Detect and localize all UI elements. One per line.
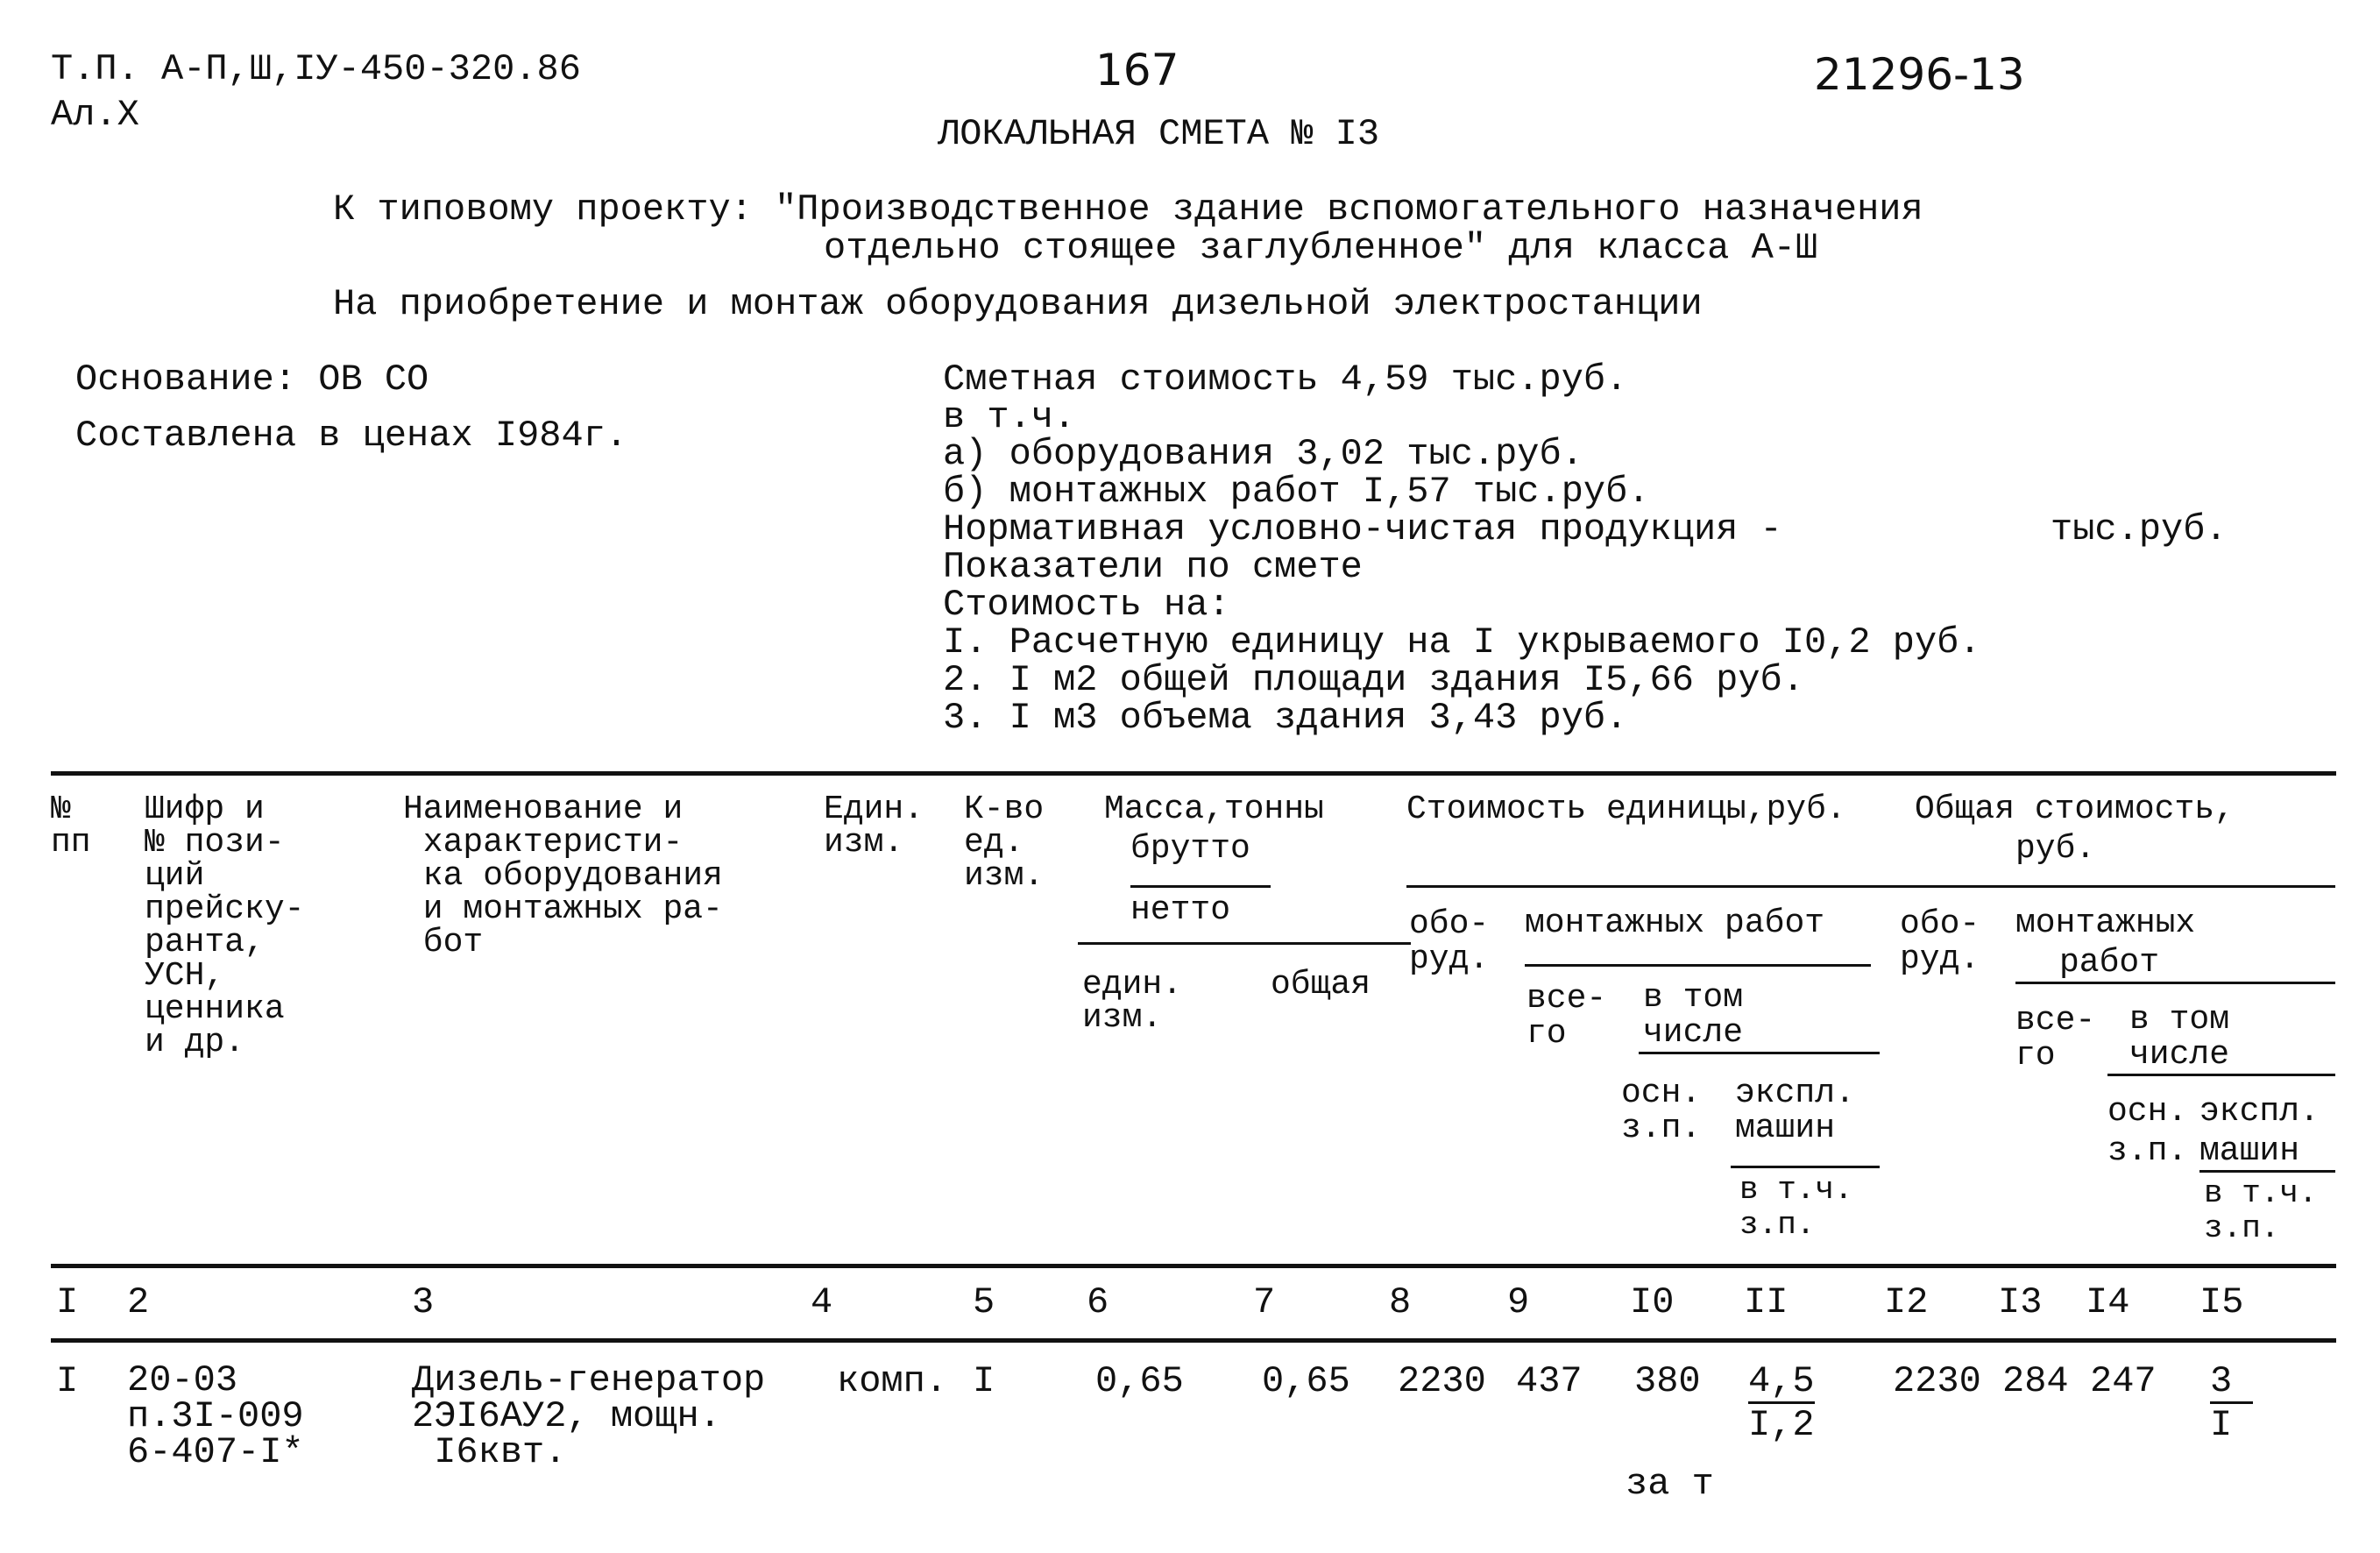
netto-rule [1078, 942, 1411, 945]
installation-cost: б) монтажных работ I,57 тыс.руб. [943, 471, 1650, 513]
col-header-incl: в том [1643, 979, 1744, 1017]
brutto-rule [1130, 885, 1271, 888]
column-number: 9 [1507, 1281, 1530, 1323]
document-number: 21296-13 [1814, 49, 2025, 100]
col-header-total-cost: Общая стоимость, [1915, 791, 2235, 828]
album-label: Ал.X [51, 94, 139, 136]
tp-code: Т.П. А-П,Ш,IУ-450-320.86 [51, 48, 581, 90]
equipment-cost: а) оборудования 3,02 тыс.руб. [943, 433, 1583, 475]
col-header-machines: экспл. машин [1735, 1074, 1855, 1147]
prices-label: Составлена в ценах I984г. [75, 415, 628, 457]
col-header-qty: К-во ед. изм. [964, 791, 1045, 895]
total-machines-rule [2199, 1170, 2335, 1173]
col-header-mass-total: общая [1271, 966, 1371, 1003]
col-header-total-incl: в том [2129, 1001, 2230, 1039]
page-number: 167 [1095, 45, 1179, 96]
row-mount-total: 437 [1516, 1360, 1583, 1402]
basis-label: Основание: ОВ СО [75, 358, 429, 401]
col-header-total-zp: з.п. [2107, 1132, 2188, 1170]
total-works-rule [2015, 982, 2335, 984]
cost-group-rule [1406, 885, 2335, 888]
col-header-name: Наименование и характеристи- ка оборудования и монтажных ра- бот [403, 791, 723, 961]
incl-rule [1639, 1052, 1880, 1054]
row-total-wage: 247 [2090, 1360, 2157, 1402]
project-line-2: отдельно стоящее заглубленное" для класса А-Ш [824, 227, 1818, 269]
col-header-total-works: работ [2059, 944, 2160, 982]
total-incl-rule [2107, 1074, 2335, 1076]
col-header-total-equip: обо- руд. [1900, 905, 1980, 978]
column-number: 2 [127, 1281, 150, 1323]
including-label: в т.ч. [943, 396, 1076, 438]
column-number: 8 [1389, 1281, 1412, 1323]
col-header-netto: нетто [1130, 891, 1231, 929]
column-number: II [1744, 1281, 1789, 1323]
estimate-total: Сметная стоимость 4,59 тыс.руб. [943, 358, 1628, 401]
column-number: 7 [1253, 1281, 1276, 1323]
column-number: 4 [811, 1281, 833, 1323]
row-mass-total: 0,65 [1262, 1360, 1350, 1402]
column-number: 3 [412, 1281, 435, 1323]
row-total-machines: 3 [2210, 1363, 2253, 1404]
col-header-total-expl: экспл. [2199, 1093, 2320, 1131]
row-equip-total: 2230 [1893, 1360, 1981, 1402]
row-mount-wage: 380 [1634, 1360, 1701, 1402]
col-header-equip: обо- руд. [1409, 905, 1490, 978]
project-line-1: К типовому проекту: "Производственное здание вспомогательного назначения [333, 188, 1923, 230]
project-purpose: На приобретение и монтаж оборудования дизельной электростанции [333, 283, 1703, 325]
col-header-mass-unit: един. изм. [1082, 966, 1183, 1037]
document-title: ЛОКАЛЬНАЯ СМЕТА № I3 [938, 113, 1380, 155]
col-header-mount-works: монтажных работ [1525, 904, 1825, 942]
column-number: I0 [1630, 1281, 1675, 1323]
column-number: I4 [2086, 1281, 2130, 1323]
row-mount-machines-wage: I,2 [1748, 1404, 1815, 1446]
column-number: I2 [1884, 1281, 1929, 1323]
table-header-rule [51, 1264, 2336, 1268]
column-numbers-rule [51, 1338, 2336, 1343]
row-equip-unit: 2230 [1398, 1360, 1486, 1402]
row-total-mount: 284 [2002, 1360, 2069, 1402]
col-header-mass: Масса,тонны [1104, 791, 1324, 828]
column-number: I5 [2199, 1281, 2244, 1323]
row-number: I [56, 1360, 79, 1402]
column-number: 5 [973, 1281, 995, 1323]
col-header-incl-wage: в т.ч. з.п. [1739, 1172, 1853, 1243]
col-header-total-incl-2: числе [2129, 1036, 2230, 1074]
row-unit: комп. [837, 1360, 948, 1402]
column-number: I [56, 1281, 79, 1323]
row-name: Дизель-генератор 2ЭI6АУ2, мощн. I6квт. [412, 1359, 766, 1474]
column-number: 6 [1087, 1281, 1109, 1323]
row-mass-unit: 0,65 [1095, 1360, 1184, 1402]
row-total-machines-wage: I [2210, 1404, 2233, 1446]
normative-unit: тыс.руб. [2051, 508, 2228, 550]
indicator-3: 3. I м3 объема здания 3,43 руб. [943, 697, 1628, 739]
col-header-total-mount: монтажных [2015, 904, 2196, 942]
col-header-base-wage: осн. з.п. [1621, 1074, 1702, 1147]
col-header-mount-all: все- го [1526, 980, 1607, 1053]
col-header-code: Шифр и № пози- ций прейску- ранта, УСН, ценника и др. [145, 791, 305, 1061]
column-number: I3 [1998, 1281, 2043, 1323]
machines-rule [1731, 1166, 1880, 1168]
indicator-2: 2. I м2 общей площади здания I5,66 руб. [943, 659, 1804, 701]
row-qty: I [973, 1360, 995, 1402]
mount-works-rule [1525, 964, 1871, 967]
col-header-total-base: осн. [2107, 1093, 2188, 1131]
indicator-1: I. Расчетную единицу на I укрываемого I0,2 руб. [943, 621, 1981, 663]
col-header-incl-2: числе [1643, 1014, 1744, 1052]
table-top-rule [51, 771, 2336, 776]
row-code: 20-03 п.3I-009 6-407-I* [127, 1359, 304, 1474]
col-header-rub: руб. [2015, 830, 2096, 868]
row-note: за т [1626, 1463, 1714, 1505]
col-header-number: № пп [51, 791, 91, 862]
row-mount-machines: 4,5 [1748, 1360, 1815, 1402]
normative-label: Нормативная условно-чистая продукция - [943, 508, 1782, 550]
col-header-unit: Един. изм. [824, 791, 924, 862]
col-header-brutto: брутто [1130, 830, 1250, 868]
col-header-unit-cost: Стоимость единицы,руб. [1406, 791, 1846, 828]
col-header-total-incl-wage: в т.ч. з.п. [2204, 1175, 2318, 1246]
cost-on-label: Стоимость на: [943, 584, 1230, 626]
col-header-total-machines: машин [2199, 1132, 2300, 1170]
col-header-total-all: все- го [2015, 1002, 2096, 1074]
indicators-label: Показатели по смете [943, 546, 1363, 588]
